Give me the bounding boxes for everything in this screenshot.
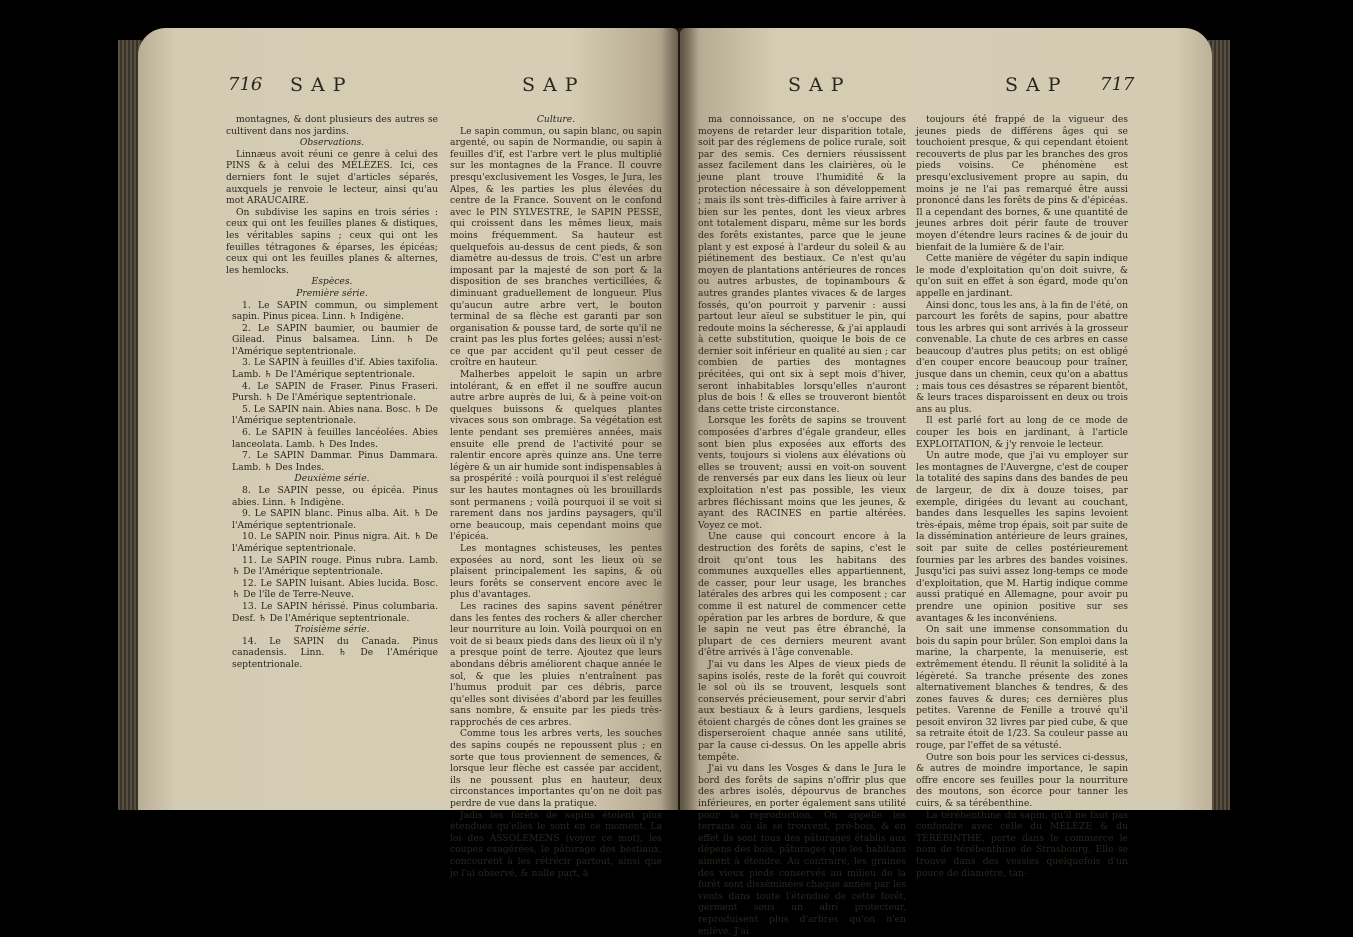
paragraph: Les racines des sapins savent pénétrer dans les fentes des rochers & aller chercher leur nourriture au loin. Voilà pourquoi on en voit de si beaux pieds dans des lieux où il n'y a presque point de terre. Ajoutez que leurs abondans débris améliorent chaque année le sol, & que les pluies n'entraînent pas l'humus produit par ces débris, parce qu'elles sont divisées d'abord par les feuilles sans nombre, & ensuite par les pieds très-rapprochés de ces arbres. (450, 600, 662, 728)
species-entry: 13. Le SAPIN hérissé. Pinus columbaria. Desf. ♄ De l'Amérique septentrionale. (232, 600, 438, 624)
section-title: Culture. (536, 114, 576, 125)
paragraph: Outre son bois pour les services ci-dessus, & autres de moindre importance, le sapin offre encore ses feuilles pour la nourriture des moutons, son écorce pour tanner les cuirs, & sa térébenthine. (916, 751, 1128, 810)
paragraph: Jadis les forêts de sapins étoient plus étendues qu'elles le sont en ce moment. La loi des ASSOLEMENS (voyez ce mot), les coupes exagérées, le pâturage des bestiaux, concourent à les rétrécir partout, ainsi que je l'ai observé, & nulle part, à (450, 809, 662, 879)
paragraph: toujours été frappé de la vigueur des jeunes pieds de différens âges qui se touchoient presque, & qui cependant étoient recouverts de plus par les branches des gros pieds voisins. Ce phénomène est presqu'exclusivement propre au sapin, du moins je ne l'ai pas remarqué être aussi prononcé dans les forêts de pins & d'épicéas. Il a cependant des bornes, & une quantité de jeunes arbres doit périr faute de trouver moyen d'étendre leurs racines & de jouir du bienfait de la lumière & de l'air. (916, 114, 1128, 253)
paragraph: Un autre mode, que j'ai vu employer sur les montagnes de l'Auvergne, c'est de couper la totalité des sapins dans des bandes de peu de largeur, de dix à douze toises, par exemple, dirigées du levant au couchant, bandes dans lesquelles les sapins levoient très-épais, même trop épais, soit par suite de la dissémination antérieure de leurs graines, soit par suite de celles postérieurement fournies par les arbres des bandes voisines. Jusqu'ici pas suivi assez long-temps ce mode d'exploitation, que M. Hartig indique comme aussi pratiqué en Allemagne, pour avoir pu prendre une opinion positive sur ses avantages & les inconvéniens. (916, 450, 1128, 624)
species-entry: 5. Le SAPIN nain. Abies nana. Bosc. ♄ De l'Amérique septentrionale. (232, 403, 438, 427)
paragraph: Cette manière de végéter du sapin indique le mode d'exploitation qu'on doit suivre, & qu'on suit en effet à son égard, mode qu'on appelle en jardinant. (916, 253, 1128, 299)
species-entry: 11. Le SAPIN rouge. Pinus rubra. Lamb. ♄ De l'Amérique septentrionale. (232, 554, 438, 578)
paragraph: On subdivise les sapins en trois séries : ceux qui ont les feuilles planes & distiques, les véritables sapins ; ceux qui ont les feuilles tétragones & éparses, les épicéas; ceux qui ont les feuilles planes & alternes, les hemlocks. (226, 206, 438, 276)
right-page (680, 28, 1212, 937)
paragraph: Linnæus avoit réuni ce genre à celui des PINS & à celui des MÉLÈZES. Ici, ces derniers font le sujet d'articles séparés, auxquels je renvoie le lecteur, ainsi qu'au mot ARAUCAIRE. (226, 148, 438, 207)
paragraph: montagnes, & dont plusieurs des autres se cultivent dans nos jardins. (226, 114, 438, 137)
left-header-right: SAP (522, 74, 586, 96)
paragraph: Comme tous les arbres verts, les souches des sapins coupés ne repoussent plus ; en sorte que tous proviennent de semences, & lorsque leur flèche est cassée par accident, ils ne poussent plus en hauteur, deux circonstances importantes qu'on ne doit pas perdre de vue dans la pratique. (450, 728, 662, 810)
left-column-1 (226, 114, 438, 671)
species-entry: 9. Le SAPIN blanc. Pinus alba. Ait. ♄ De l'Amérique septentrionale. (232, 508, 438, 531)
series-title: Troisième série. (294, 624, 370, 636)
book-gutter (662, 28, 698, 810)
series-title: Deuxième série. (294, 473, 370, 485)
species-entry: 2. Le SAPIN baumier, ou baumier de Gilead. Pinus balsamea. Linn. ♄ De l'Amérique septentrionale. (232, 322, 438, 357)
paragraph: Les montagnes schisteuses, les pentes exposées au nord, sont les lieux où se plaisent principalement les sapins, & où leurs forêts se conservent encore avec le plus d'avantages. (450, 542, 662, 601)
paragraph: Une cause qui concourt encore à la destruction des forêts de sapins, c'est le droit qu'ont tous les habitans des communes auxquelles elles appartiennent, de casser, pour leur usage, les branches latérales des arbres qui les composent ; car comme il est naturel de commencer cette opération par les arbres de bordure, & que le sapin ne veut pas être ébranché, la plupart de ces derniers meurent avant d'être arrivés à l'âge convenable. (698, 531, 906, 659)
right-header-left: SAP (788, 74, 852, 96)
section-title: Espèces. (311, 276, 353, 288)
species-entry: 7. Le SAPIN Dammar. Pinus Dammara. Lamb. ♄ Des Indes. (232, 450, 438, 473)
species-entry: 6. Le SAPIN à feuilles lancéolées. Abies lanceolata. Lamb. ♄ Des Indes. (232, 427, 438, 450)
right-header-right: SAP (1005, 74, 1069, 96)
section-title: Observations. (299, 137, 365, 149)
species-entry: 4. Le SAPIN de Fraser. Pinus Fraseri. Pursh. ♄ De l'Amérique septentrionale. (232, 380, 438, 404)
species-entry: 1. Le SAPIN commun, ou simplement sapin. Pinus picea. Linn. ♄ Indigène. (232, 299, 438, 323)
paragraph: Il est parlé fort au long de ce mode de couper les bois en jardinant, à l'article EXPLOITATION, & j'y renvoie le lecteur. (916, 415, 1128, 450)
paragraph: Malherbes appeloit le sapin un arbre intolérant, & en effet il ne souffre aucun autre arbre auprès de lui, & à peine voit-on quelques buissons & quelques plantes vivaces sous son ombrage. Sa végétation est lente pendant ses premières années, mais ensuite elle prend de l'activité pour se ralentir encore après quinze ans. Une terre légère & un air humide sont indispensables à sa prospérité : voilà pourquoi il s'est relégué sur les hautes montagnes où les brouillards sont permanens ; voilà pourquoi il se voit si rarement dans nos jardins paysagers, qu'il orne beaucoup, mais cependant moins que l'épicéa. (450, 369, 662, 543)
species-entry: 3. Le SAPIN à feuilles d'if. Abies taxifolia. Lamb. ♄ De l'Amérique septentrionale. (232, 357, 438, 381)
paragraph: On sait une immense consommation du bois du sapin pour brûler. Son emploi dans la marine, la charpente, la menuiserie, est extrêmement étendu. Il réunit la solidité à la légèreté. Sa tranche présente des zones alternativement blanches & tendres, & des zones fauves & dures; ces dernières plus petites. Varenne de Fenille a trouvé qu'il pesoit environ 32 livres par pied cube, & que sa retraite étoit de 1/23. Sa couleur passe au rouge, par l'effet de sa vétusté. (916, 624, 1128, 752)
paragraph: J'ai vu dans les Alpes de vieux pieds de sapins isolés, reste de la forêt qui couvroit le sol où ils se trouvent, lesquels sont conservés précieusement, pour servir d'abri aux bestiaux & à leurs gardiens, lesquels étoient chargés de cônes dont les graines se disperseroient chaque année sans utilité, par la cause ci-dessus. On les appelle abris tempête. (698, 658, 906, 763)
left-page-number: 716 (228, 74, 263, 95)
paragraph: ma connoissance, on ne s'occupe des moyens de retarder leur disparition totale, soit par des réglemens de police rurale, soit par des semis. Ces derniers réussissent assez facilement dans les clairières, où le jeune plant trouve l'humidité & la protection nécessaire à son développement ; mais ils sont très-difficiles à faire arriver à bien sur les pentes, dont les vieux arbres ont totalement disparu, même sur les bords des forêts existantes, parce que le jeune plant y est exposé à l'ardeur du soleil & au piétinement des bestiaux. Ce n'est qu'au moyen de plantations antérieures de ronces ou autres arbustes, de topinambours & autres grandes plantes vivaces & de larges fossés, qu'on pourroit y parvenir : aussi partout leur aïeul se substituer le pin, qui redoute moins la sécheresse, & j'ai applaudi à cette substitution, quoique le bois de ce dernier soit inférieur en qualité au sien ; car combien de parties des montagnes précitées, qui ont six à sept mois d'hiver, seront inhabitables lorsqu'elles n'auront plus de bois ! & elles se trouveront bientôt dans cette triste circonstance. (698, 114, 906, 415)
series-title: Première série. (296, 287, 368, 299)
paragraph: Le sapin commun, ou sapin blanc, ou sapin argenté, ou sapin de Normandie, ou sapin à feuilles d'if, est l'arbre vert le plus multiplié sur les montagnes de la France. Il couvre presqu'exclusivement les Vosges, le Jura, les Alpes, & les parties les plus élevées du centre de la France. Souvent on le confond avec le PIN SYLVESTRE, le SAPIN PESSE, qui croissent dans les mêmes lieux, mais moins fréquemment. Sa hauteur est quelquefois au-dessus de cent pieds, & son diamètre au-dessus de trois. C'est un arbre imposant par la majesté de son port & la disposition de ses branches verticillées, & diminuant graduellement de longueur. Plus qu'aucun autre arbre vert, le bouton terminal de sa flèche est garanti par son organisation & pousse tard, de sorte qu'il ne craint pas les plus fortes gelées; aussi n'est-ce que par accident qu'il peut cesser de croître en hauteur. (450, 125, 662, 369)
left-header-left: SAP (290, 74, 354, 96)
species-entry: 14. Le SAPIN du Canada. Pinus canadensis. Linn. ♄ De l'Amérique septentrionale. (232, 635, 438, 670)
right-column-2 (916, 114, 1128, 879)
species-entry: 12. Le SAPIN luisant. Abies lucida. Bosc. ♄ De l'île de Terre-Neuve. (232, 577, 438, 601)
paragraph: Lorsque les forêts de sapins se trouvent composées d'arbres d'égale grandeur, elles sont bien plus exposées aux efforts des vents, toujours si violens aux élévations où elles se trouvent; aussi en voit-on souvent de renversés par eux dans les lieux où leur exploitation n'est pas possible, les vieux arbres fléchissant moins que les jeunes, & ayant des RACINES en partie altérées. Voyez ce mot. (698, 415, 906, 531)
species-entry: 10. Le SAPIN noir. Pinus nigra. Ait. ♄ De l'Amérique septentrionale. (232, 531, 438, 554)
paragraph: Ainsi donc, tous les ans, à la fin de l'été, on parcourt les forêts de sapins, pour abattre tous les arbres qui sont arrivés à la grosseur convenable. La chute de ces arbres en casse beaucoup d'autres plus petits; on est obligé d'en couper encore beaucoup pour traîner, jusque dans un chemin, ceux qu'on a abattus ; mais tous ces désastres se réparent bientôt, & leurs traces disparoissent en deux ou trois ans au plus. (916, 299, 1128, 415)
left-column-2 (450, 114, 662, 879)
right-column-1 (698, 114, 906, 937)
right-page-number: 717 (1100, 74, 1135, 95)
species-entry: 8. Le SAPIN pesse, ou épicéa. Pinus abies. Linn. ♄ Indigène. (232, 485, 438, 508)
paragraph: La térébenthine du sapin, qu'il ne faut pas confondre avec celle du MÉLÈZE & du TÉRÉBINTHE, porte dans le commerce le nom de térébenthine de Strasbourg. Elle se trouve dans des vessies quelquefois d'un pouce de diamètre, tan- (916, 809, 1128, 879)
left-page (138, 28, 678, 879)
paragraph: J'ai vu dans les Vosges & dans le Jura le bord des forêts de sapins n'offrir plus que des arbres isolés, dépourvus de branches inférieures, en porter également sans utilité pour la reproduction. On appelle les terrains où ils se trouvent, pré-bois, & en effet ils sont tous des pâturages établis aux dépens des bois, pâturages que les habitans aiment à étendre. Au contraire, les graines des vieux pieds conservés au milieu de la forêt sont disséminées chaque année par les vents dans toute l'étendue de cette forêt, germent sous un abri protecteur, reproduisent plus d'arbres qu'on n'en enlève. J'ai (698, 763, 906, 937)
